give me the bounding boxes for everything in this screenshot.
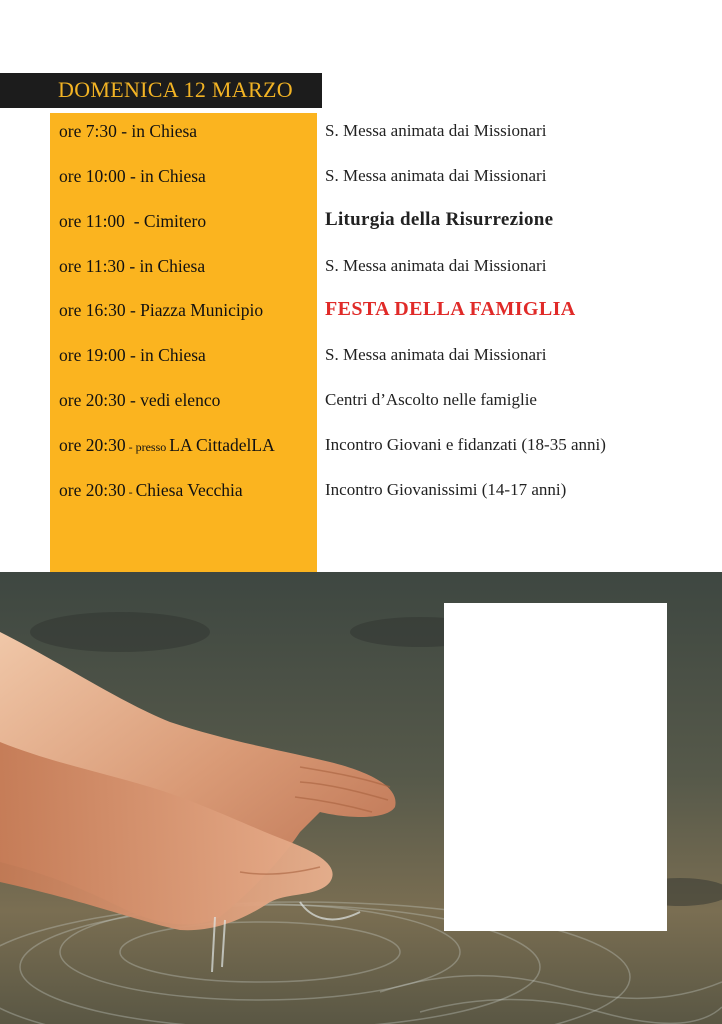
schedule-row (0, 121, 722, 145)
schedule-time: ore 16:30 (59, 300, 126, 320)
schedule-time: ore 11:00 (59, 211, 125, 231)
schedule-separator: - (125, 345, 141, 365)
schedule-time: ore 20:30 (59, 480, 126, 500)
schedule-event: Incontro Giovani e fidanzati (18-35 anni) (325, 435, 606, 454)
schedule-time: ore 11:30 (59, 256, 125, 276)
schedule-event: Incontro Giovanissimi (14-17 anni) (325, 480, 567, 499)
schedule-event: FESTA DELLA FAMIGLIA (325, 298, 576, 320)
schedule-event: S. Messa animata dai Missionari (325, 256, 547, 275)
blank-panel (444, 603, 667, 931)
schedule-place: LA CittadelLA (169, 435, 275, 455)
schedule-row (0, 211, 722, 235)
schedule-separator: - (116, 121, 132, 141)
schedule-event: Centri d’Ascolto nelle famiglie (325, 390, 537, 409)
schedule-row (0, 166, 722, 190)
schedule-separator: - (124, 256, 140, 276)
schedule-event: S. Messa animata dai Missionari (325, 345, 547, 364)
schedule-time-place (59, 121, 197, 142)
schedule-time: ore 10:00 (59, 166, 126, 186)
page-title: DOMENICA 12 MARZO (58, 77, 293, 102)
schedule-event: S. Messa animata dai Missionari (325, 166, 547, 185)
schedule-row (0, 390, 722, 414)
schedule-separator: - (125, 166, 141, 186)
schedule-event: S. Messa animata dai Missionari (325, 121, 547, 140)
schedule-row (0, 300, 722, 324)
schedule-time-place (59, 211, 206, 232)
schedule-place: in Chiesa (140, 345, 206, 365)
schedule-small-prefix: - presso (125, 440, 170, 454)
schedule-time: ore 19:00 (59, 345, 126, 365)
schedule-time-place (59, 166, 206, 187)
schedule-small-prefix: - (125, 485, 136, 499)
schedule-place: Cimitero (143, 211, 207, 231)
schedule-time: ore 20:30 (59, 435, 126, 455)
schedule-time-place (59, 480, 243, 501)
schedule-place: Piazza Municipio (140, 300, 264, 320)
schedule-row (0, 435, 722, 459)
schedule-row (0, 345, 722, 369)
schedule-separator: - (125, 390, 141, 410)
schedule-row (0, 480, 722, 504)
schedule-place: Chiesa Vecchia (135, 480, 243, 500)
schedule-separator: - (125, 300, 141, 320)
schedule-place: in Chiesa (140, 166, 206, 186)
schedule-place: vedi elenco (140, 390, 221, 410)
schedule-time-place (59, 300, 263, 321)
schedule-event: Liturgia della Risurrezione (325, 209, 554, 230)
schedule-time-place (59, 435, 275, 456)
schedule-place: in Chiesa (131, 121, 198, 141)
schedule-time: ore 7:30 (59, 121, 117, 141)
schedule-separator: - (124, 211, 144, 231)
schedule-time: ore 20:30 (59, 390, 126, 410)
schedule-time-place (59, 345, 206, 366)
schedule-time-place (59, 256, 205, 277)
schedule-row (0, 256, 722, 280)
schedule-place: in Chiesa (139, 256, 206, 276)
schedule-time-place (59, 390, 220, 411)
